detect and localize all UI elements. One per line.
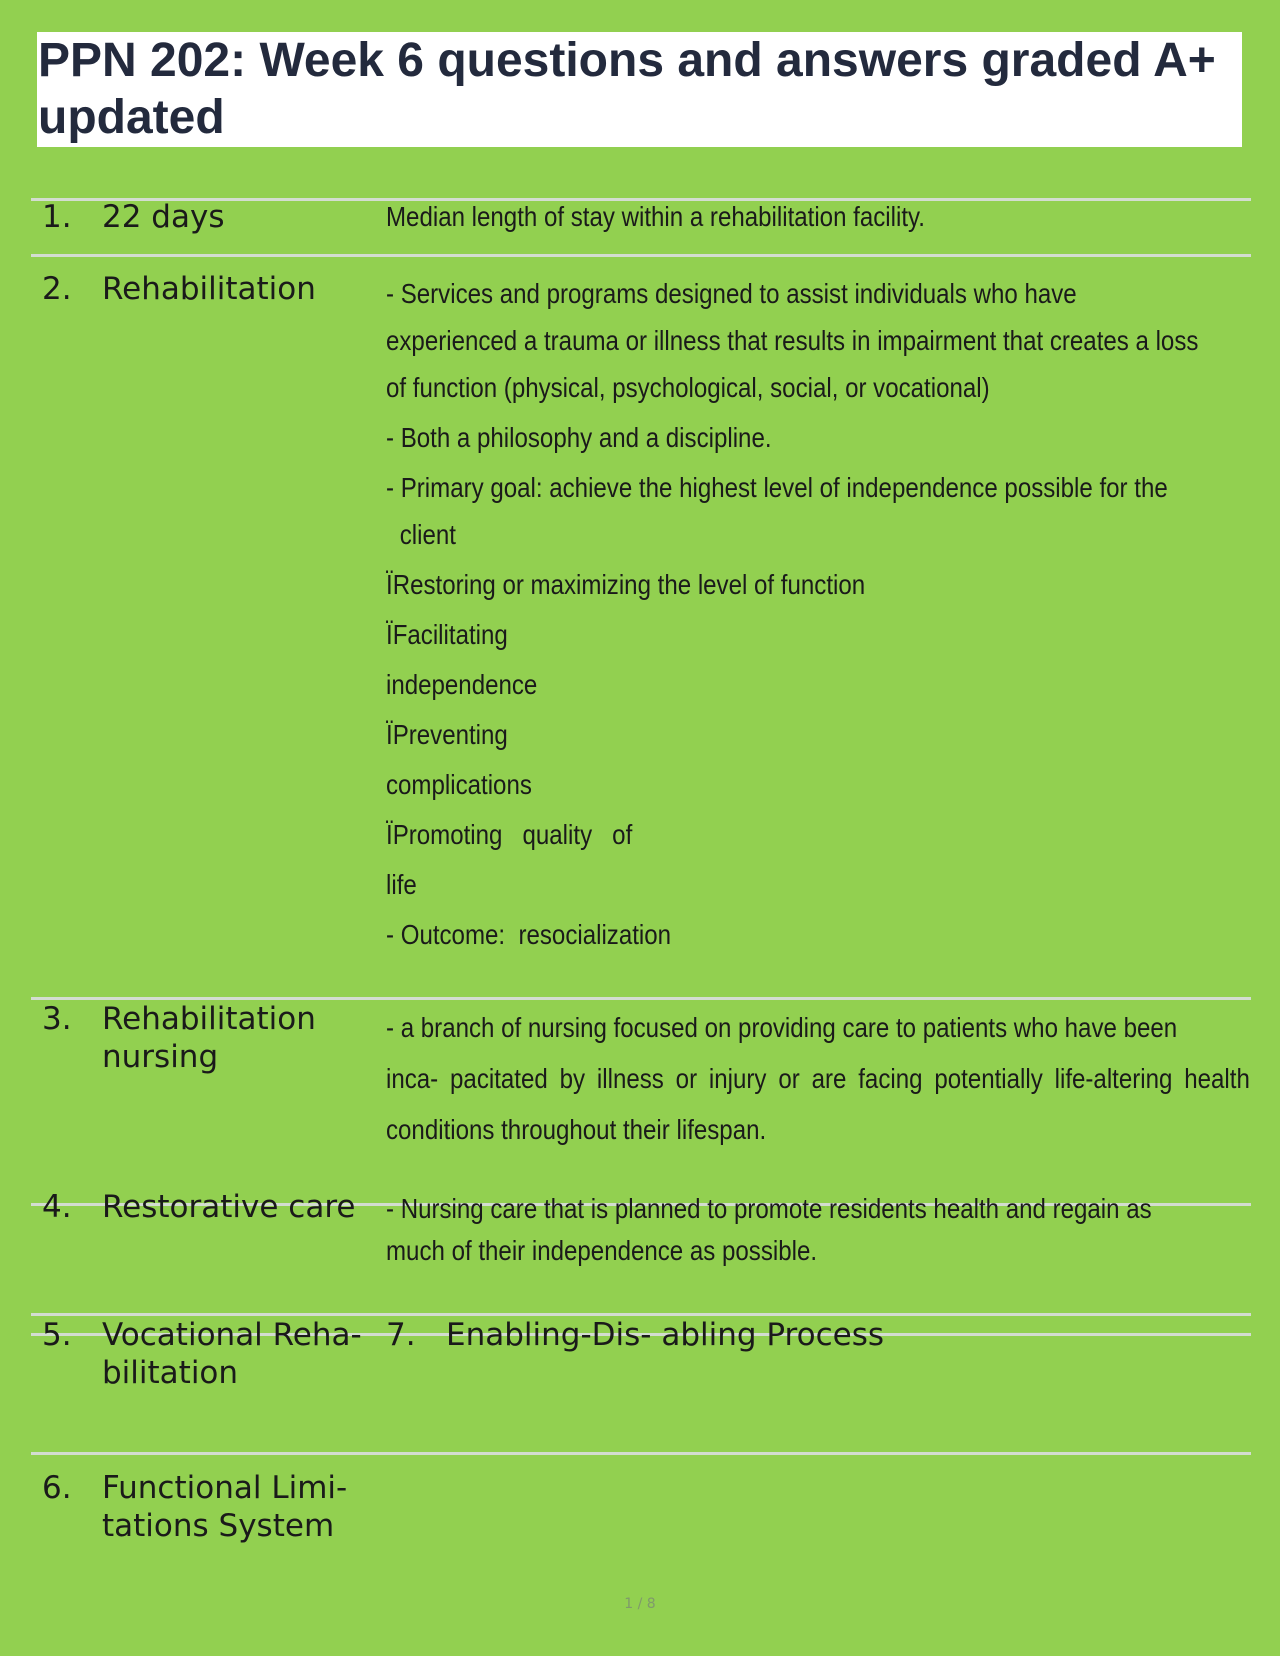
entry-4-definition	[386, 1188, 1231, 1272]
divider	[31, 254, 1251, 257]
definition-line: - a branch of nursing focused on providing care to patients who have been	[386, 1012, 1178, 1043]
title-box	[37, 32, 1242, 147]
entry-5-term: Vocational Reha- bilitation	[102, 1317, 362, 1391]
definition-line: - Both a philosophy and a discipline.	[386, 422, 772, 453]
definition-line: - Services and programs designed to assist individuals who have	[386, 278, 1077, 309]
definition-line: complications	[386, 769, 532, 800]
definition-line: - Nursing care that is planned to promote residents health and regain as	[386, 1193, 1152, 1224]
definition-line: inca- pacitated by illness or injury or are facing potentially life-altering health	[386, 1063, 1250, 1094]
entry-1-number: 1.	[42, 199, 72, 235]
definition-line: ÏPromoting quality of	[386, 819, 633, 850]
entry-2-definition	[386, 270, 1231, 958]
entry-3-term: Rehabilitation nursing	[102, 1001, 316, 1075]
entry-7-term: Enabling-Dis- abling Process	[446, 1317, 884, 1353]
divider	[31, 1452, 1251, 1455]
definition-line: ÏRestoring or maximizing the level of function	[386, 569, 866, 600]
entry-1-definition	[386, 198, 1231, 236]
definition-line: ÏPreventing	[386, 719, 508, 750]
definition-line: ÏFacilitating	[386, 619, 508, 650]
page-indicator: 1 / 8	[624, 1596, 656, 1612]
entry-3-definition	[386, 1002, 1250, 1155]
definition-line: much of their independence as possible.	[386, 1235, 818, 1266]
entry-4-number: 4.	[42, 1189, 72, 1225]
definition-line: of function (physical, psychological, social, or vocational)	[386, 372, 990, 403]
entry-4-term: Restorative care	[102, 1189, 356, 1225]
entry-3-number: 3.	[42, 1001, 72, 1037]
definition-line: independence	[386, 669, 538, 700]
definition-line: life	[386, 869, 417, 900]
entry-1-term: 22 days	[102, 199, 225, 235]
definition-line: - Outcome: resocialization	[386, 919, 672, 950]
entry-2-number: 2.	[42, 271, 72, 307]
definition-line: - Primary goal: achieve the highest level of independence possible for the	[386, 472, 1168, 503]
entry-6-term: Functional Limi- tations System	[102, 1470, 348, 1544]
definition-line: conditions throughout their lifespan.	[386, 1114, 767, 1145]
document-title: PPN 202: Week 6 questions and answers graded A+ updated	[38, 34, 1216, 144]
definition-line: experienced a trauma or illness that results in impairment that creates a loss	[386, 325, 1199, 356]
entry-2-term: Rehabilitation	[102, 271, 316, 307]
entry-5-number: 5.	[42, 1317, 72, 1353]
entry-6-number: 6.	[42, 1470, 72, 1506]
definition-line: client	[399, 519, 456, 550]
definition-line: Median length of stay within a rehabilitation facility.	[386, 201, 925, 232]
entry-7-number: 7.	[386, 1317, 416, 1353]
